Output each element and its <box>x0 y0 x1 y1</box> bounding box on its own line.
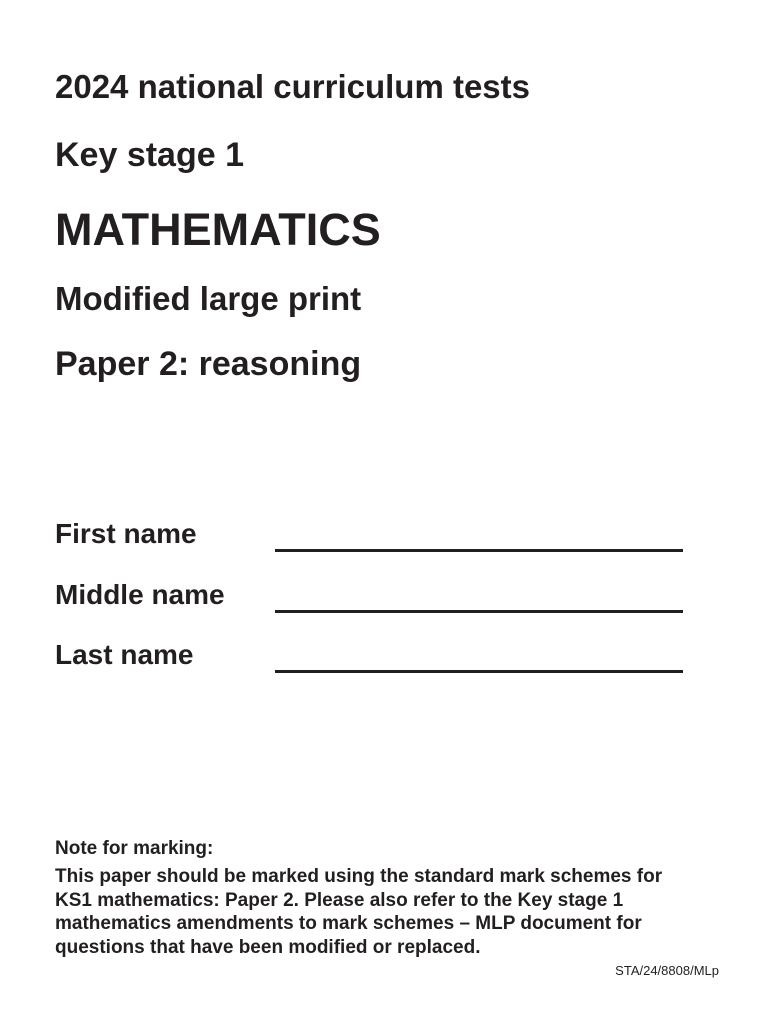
first-name-row <box>55 518 683 558</box>
note-line: mathematics amendments to mark schemes – MLP document for <box>55 913 642 934</box>
note-body <box>55 865 705 959</box>
middle-name-label: Middle name <box>55 579 225 610</box>
first-name-field[interactable] <box>275 549 683 552</box>
format-heading: Modified large print <box>55 280 362 317</box>
note-line: questions that have been modified or replaced. <box>55 936 481 958</box>
note-title: Note for marking: <box>55 838 214 859</box>
last-name-row <box>55 639 683 679</box>
last-name-field[interactable] <box>275 670 683 673</box>
paper-heading: Paper 2: reasoning <box>55 345 362 383</box>
middle-name-row <box>55 579 683 619</box>
key-stage-heading: Key stage 1 <box>55 136 244 174</box>
middle-name-field[interactable] <box>275 610 683 613</box>
test-series-heading: 2024 national curriculum tests <box>55 68 531 105</box>
note-line: KS1 mathematics: Paper 2. Please also refer to the Key stage 1 <box>55 889 624 911</box>
document-code: STA/24/8808/MLp <box>615 963 719 978</box>
last-name-label: Last name <box>55 639 194 670</box>
note-line: This paper should be marked using the standard mark schemes for <box>55 866 663 887</box>
subject-title: MATHEMATICS <box>55 204 381 255</box>
first-name-label: First name <box>55 518 197 549</box>
